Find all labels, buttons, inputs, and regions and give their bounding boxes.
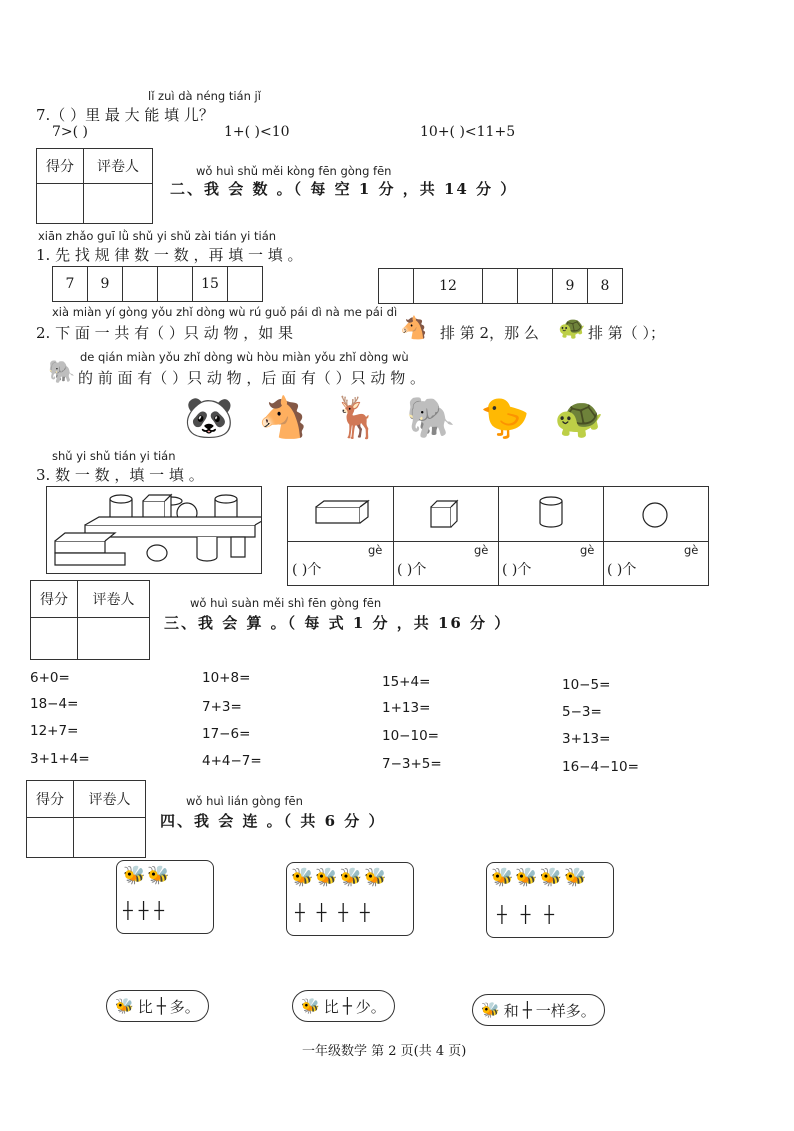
match-card-1[interactable] bbox=[116, 860, 214, 934]
dragonfly-icon: ┼ bbox=[156, 997, 166, 1015]
q3-text: 3. 数 一 数 ，填 一 填 。 bbox=[36, 466, 204, 484]
turtle-icon: 🐢 bbox=[558, 316, 586, 341]
count-blank-cuboid[interactable]: ( )个 bbox=[292, 562, 322, 578]
q2-line1c: 排 第（ ）； bbox=[588, 324, 666, 342]
sequence-2 bbox=[378, 268, 623, 304]
q1-text: 1. 先 找 规 律 数 一 数 ，再 填 一 填 。 bbox=[36, 246, 303, 264]
shape-headers bbox=[288, 487, 708, 541]
equation[interactable]: 4+4−7= bbox=[202, 753, 262, 769]
equation[interactable]: 18−4= bbox=[30, 696, 79, 712]
q7-pinyin: lǐ zuì dà néng tián jǐ bbox=[148, 89, 261, 103]
bee-icon: 🐝 bbox=[491, 867, 516, 888]
horse-icon: 🐴 bbox=[400, 316, 428, 341]
q2-line1a: 2. 下 面 一 共 有（ ）只 动 物 ，如 果 bbox=[36, 324, 293, 342]
seq2-cell: 8 bbox=[600, 278, 610, 294]
score-label: 得分 bbox=[31, 581, 78, 618]
q7-item-3: 10+( )<11+5 bbox=[420, 124, 516, 140]
equation[interactable]: 6+0= bbox=[30, 670, 70, 686]
elephant-icon: 🐘 bbox=[406, 395, 456, 441]
match-pill-less[interactable] bbox=[292, 990, 395, 1022]
dragonfly-icon: ┼ bbox=[497, 905, 521, 924]
dragonfly-row bbox=[497, 905, 568, 924]
q2-pinyin-2: de qián miàn yǒu zhǐ dòng wù hòu miàn yǒu zhǐ dòng wù bbox=[80, 350, 409, 364]
seq2-cell: 9 bbox=[553, 269, 588, 303]
page-footer: 一年级数学 第 2 页(共 4 页) bbox=[302, 1044, 467, 1059]
equation[interactable]: 15+4= bbox=[382, 674, 431, 690]
q3-pinyin: shǔ yi shǔ tián yi tián bbox=[52, 449, 176, 463]
dragonfly-icon: ┼ bbox=[295, 903, 317, 922]
cube-icon bbox=[431, 507, 451, 527]
pill-text-2: 少。 bbox=[355, 997, 386, 1016]
sequence-1 bbox=[52, 266, 263, 302]
score-box-3 bbox=[30, 580, 150, 660]
cuboid-icon bbox=[316, 507, 360, 523]
seq1-cell: 15 bbox=[193, 267, 228, 301]
dragonfly-icon: ┼ bbox=[342, 997, 352, 1015]
sec3-pinyin: wǒ huì suàn měi shì fēn gòng fēn bbox=[190, 596, 382, 610]
bee-icon: 🐝 bbox=[539, 867, 565, 888]
grader-label: 评卷人 bbox=[78, 581, 149, 618]
q2-line2: 的 前 面 有（ ）只 动 物 ，后 面 有（ ）只 动 物 。 bbox=[78, 369, 425, 387]
bee-icon: 🐝 bbox=[301, 997, 320, 1015]
bee-icon: 🐝 bbox=[315, 867, 340, 888]
dragonfly-icon: ┼ bbox=[316, 903, 339, 922]
score-label: 得分 bbox=[27, 781, 74, 818]
dragonfly-icon: ┼ bbox=[522, 1001, 532, 1019]
animal-row bbox=[184, 394, 604, 441]
equation[interactable]: 10+8= bbox=[202, 670, 251, 686]
score-divider bbox=[73, 817, 74, 857]
score-box-2 bbox=[36, 148, 153, 224]
bee-icon: 🐝 bbox=[115, 997, 134, 1015]
shape-count-table bbox=[287, 486, 709, 586]
match-card-3[interactable] bbox=[486, 862, 614, 938]
sec4-pinyin: wǒ huì lián gòng fēn bbox=[186, 794, 303, 808]
seq1-cell[interactable] bbox=[123, 267, 158, 301]
count-blank-cylinder[interactable]: ( )个 bbox=[502, 562, 532, 578]
sec3-title: 三、我 会 算 。（ 每 式 1 分 ，共 16 分 ） bbox=[164, 614, 512, 632]
q7-item-1: 7>( ) bbox=[52, 124, 89, 140]
equation[interactable]: 7−3+5= bbox=[382, 756, 442, 772]
dragonfly-icon: ┼ bbox=[338, 903, 360, 922]
bee-icon: 🐝 bbox=[564, 867, 589, 888]
seq2-cell: 12 bbox=[414, 269, 483, 303]
deer-icon: 🦌 bbox=[332, 395, 382, 441]
ge-pinyin: gè bbox=[368, 543, 383, 557]
seq1-cell: 7 bbox=[53, 267, 88, 301]
equation[interactable]: 17−6= bbox=[202, 726, 251, 742]
q2-line1b: 排 第 2，那 么 bbox=[440, 324, 539, 342]
seq1-cell[interactable] bbox=[228, 267, 262, 301]
seq2-cell[interactable] bbox=[518, 269, 553, 303]
seq2-cell[interactable] bbox=[483, 269, 518, 303]
bee-icon: 🐝 bbox=[339, 867, 365, 888]
dragonfly-icon: ┼ bbox=[359, 903, 382, 922]
score-label: 得分 bbox=[37, 149, 84, 184]
bee-icon: 🐝 bbox=[291, 867, 316, 888]
bee-icon: 🐝 bbox=[147, 865, 172, 886]
block-figure bbox=[46, 486, 262, 574]
bee-row bbox=[291, 867, 389, 888]
match-pill-equal[interactable] bbox=[472, 994, 605, 1026]
ge-pinyin: gè bbox=[474, 543, 489, 557]
equation[interactable]: 5−3= bbox=[562, 704, 602, 720]
elephant-icon: 🐘 bbox=[48, 360, 76, 385]
bee-row bbox=[491, 867, 589, 888]
bee-icon: 🐝 bbox=[515, 867, 540, 888]
pill-text-1: 比 bbox=[323, 997, 339, 1016]
bee-icon: 🐝 bbox=[123, 865, 148, 886]
equation[interactable]: 3+13= bbox=[562, 731, 611, 747]
equation[interactable]: 16−4−10= bbox=[562, 759, 639, 775]
horse-icon: 🐴 bbox=[258, 395, 308, 441]
grader-label: 评卷人 bbox=[74, 781, 145, 818]
bee-icon: 🐝 bbox=[364, 867, 389, 888]
dragonfly-icon: ┼ bbox=[123, 901, 139, 920]
seq1-cell: 9 bbox=[88, 267, 123, 301]
sec2-pinyin: wǒ huì shǔ měi kòng fēn gòng fēn bbox=[196, 164, 392, 178]
pill-text-2: 多。 bbox=[169, 997, 200, 1016]
seq2-cell[interactable] bbox=[379, 269, 414, 303]
bee-icon: 🐝 bbox=[481, 1001, 500, 1019]
dragonfly-row bbox=[295, 903, 382, 922]
equation[interactable]: 10−5= bbox=[562, 677, 611, 693]
dragonfly-icon: ┼ bbox=[544, 905, 568, 924]
ge-pinyin: gè bbox=[580, 543, 595, 557]
grader-label: 评卷人 bbox=[84, 149, 152, 184]
sec4-title: 四、我 会 连 。（ 共 6 分 ） bbox=[160, 812, 386, 830]
match-card-2[interactable] bbox=[286, 862, 414, 936]
dragonfly-icon: ┼ bbox=[154, 901, 170, 920]
ge-pinyin: gè bbox=[684, 543, 699, 557]
q7-text: 7.（ ）里 最 大 能 填 儿？ bbox=[36, 106, 214, 124]
equation[interactable]: 1+13= bbox=[382, 700, 431, 716]
q7-item-2: 1+( )<10 bbox=[224, 124, 290, 140]
stacked-shapes-illustration bbox=[47, 487, 261, 573]
dragonfly-row bbox=[123, 901, 170, 920]
count-blank-sphere[interactable]: ( )个 bbox=[607, 562, 637, 578]
equation[interactable]: 3+1+4= bbox=[30, 751, 90, 767]
count-blank-cube[interactable]: ( )个 bbox=[397, 562, 427, 578]
sec2-title: 二、我 会 数 。（ 每 空 1 分 ，共 14 分 ） bbox=[170, 180, 518, 198]
turtle-icon: 🐢 bbox=[554, 395, 604, 441]
score-divider bbox=[77, 617, 78, 659]
score-divider bbox=[83, 183, 84, 223]
dragonfly-icon: ┼ bbox=[520, 905, 545, 924]
pill-text-2: 一样多。 bbox=[535, 1001, 596, 1020]
score-box-4 bbox=[26, 780, 146, 858]
pill-text-1: 比 bbox=[137, 997, 153, 1016]
pill-text-1: 和 bbox=[503, 1001, 519, 1020]
q2-pinyin-1: xià miàn yí gòng yǒu zhǐ dòng wù rú guǒ pái dì nà me pái dì bbox=[52, 305, 398, 319]
equation[interactable]: 12+7= bbox=[30, 723, 79, 739]
sphere-icon bbox=[643, 503, 667, 527]
seq1-cell[interactable] bbox=[158, 267, 193, 301]
equation[interactable]: 10−10= bbox=[382, 728, 439, 744]
q1-pinyin: xiān zhǎo guī lǜ shǔ yi shǔ zài tián yi tián bbox=[38, 229, 277, 243]
match-pill-more[interactable] bbox=[106, 990, 209, 1022]
dragonfly-icon: ┼ bbox=[138, 901, 155, 920]
bee-row bbox=[123, 865, 172, 886]
equation[interactable]: 7+3= bbox=[202, 699, 242, 715]
panda-icon: 🐼 bbox=[184, 395, 234, 441]
chick-icon: 🐤 bbox=[480, 395, 530, 441]
